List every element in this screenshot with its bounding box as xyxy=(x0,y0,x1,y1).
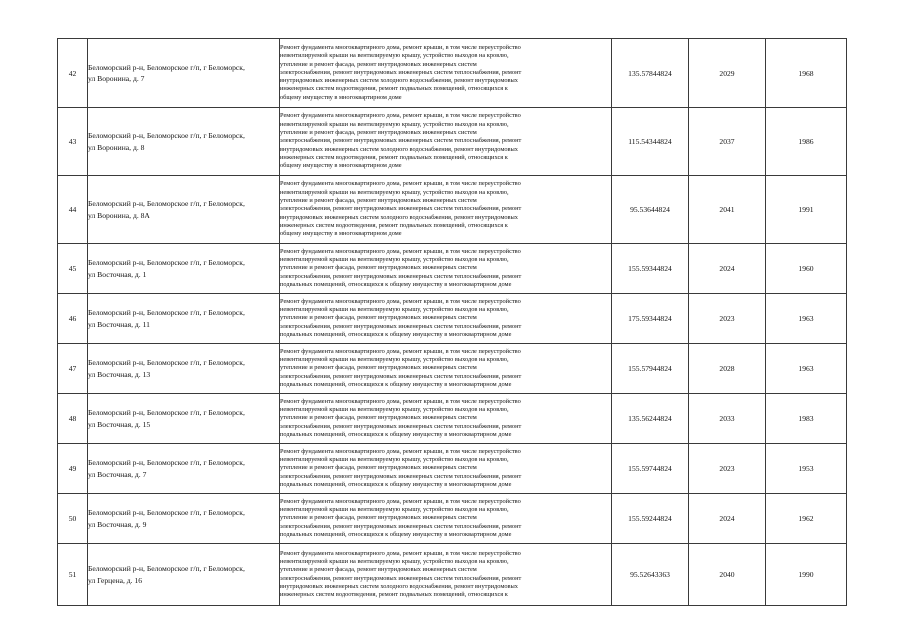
address-cell xyxy=(88,176,280,244)
cost-cell: 95.53644824 xyxy=(612,176,689,244)
address-text: Беломорский р-н, Беломорское г/п, г Беломорск, ул Восточная, д. 9 xyxy=(88,508,245,529)
address-cell xyxy=(88,444,280,494)
build-year-cell: 1991 xyxy=(766,176,847,244)
build-year-cell: 1953 xyxy=(766,444,847,494)
repair-year-cell: 2037 xyxy=(689,108,766,176)
address-cell xyxy=(88,244,280,294)
row-number: 48 xyxy=(58,394,88,444)
address-text: Беломорский р-н, Беломорское г/п, г Беломорск, ул Восточная, д. 7 xyxy=(88,458,245,479)
address-cell xyxy=(88,544,280,606)
row-number: 43 xyxy=(58,108,88,176)
works-cell: Ремонт фундамента многоквартирного дома, ремонт крыши, в том числе переустройство невентилируемой крыши на вентилируемую крышу, устройство выходов на кровлю, утепление и ремонт фасада, ремонт внутридомовых инженерных систем электроснабжения, ремонт внутридомовых инженерных систем теплоснабжения, ремонт внутридомовых инженерных систем холодного водоснабжения, ремонт внутридомовых инженерных систем водоотведения, ремонт подвальных помещений, относящихся к общему имуществу в многоквартирном доме xyxy=(280,108,612,176)
works-cell: Ремонт фундамента многоквартирного дома, ремонт крыши, в том числе переустройство невентилируемой крыши на вентилируемую крышу, устройство выходов на кровлю, утепление и ремонт фасада, ремонт внутридомовых инженерных систем электроснабжения, ремонт внутридомовых инженерных систем теплоснабжения, ремонт подвальных помещений, относящихся к общему имуществу в многоквартирном доме xyxy=(280,244,612,294)
address-cell xyxy=(88,344,280,394)
repair-year-cell: 2024 xyxy=(689,494,766,544)
cost-cell: 135.56244824 xyxy=(612,394,689,444)
repair-year-cell: 2028 xyxy=(689,344,766,394)
repair-year-cell: 2040 xyxy=(689,544,766,606)
row-number: 49 xyxy=(58,444,88,494)
build-year-cell: 1986 xyxy=(766,108,847,176)
cost-cell: 175.59344824 xyxy=(612,294,689,344)
repair-year-cell: 2041 xyxy=(689,176,766,244)
address-text: Беломорский р-н, Беломорское г/п, г Беломорск, ул Восточная, д. 15 xyxy=(88,408,245,429)
build-year-cell: 1960 xyxy=(766,244,847,294)
works-cell: Ремонт фундамента многоквартирного дома, ремонт крыши, в том числе переустройство невентилируемой крыши на вентилируемую крышу, устройство выходов на кровлю, утепление и ремонт фасада, ремонт внутридомовых инженерных систем электроснабжения, ремонт внутридомовых инженерных систем теплоснабжения, ремонт подвальных помещений, относящихся к общему имуществу в многоквартирном доме xyxy=(280,294,612,344)
works-cell: Ремонт фундамента многоквартирного дома, ремонт крыши, в том числе переустройство невентилируемой крыши на вентилируемую крышу, устройство выходов на кровлю, утепление и ремонт фасада, ремонт внутридомовых инженерных систем электроснабжения, ремонт внутридомовых инженерных систем теплоснабжения, ремонт подвальных помещений, относящихся к общему имуществу в многоквартирном доме xyxy=(280,344,612,394)
table-row xyxy=(58,344,847,394)
row-number: 45 xyxy=(58,244,88,294)
row-number: 44 xyxy=(58,176,88,244)
build-year-cell: 1968 xyxy=(766,39,847,108)
table-row xyxy=(58,39,847,108)
repair-year-cell: 2023 xyxy=(689,294,766,344)
address-cell xyxy=(88,108,280,176)
table-row xyxy=(58,176,847,244)
table-row xyxy=(58,108,847,176)
row-number: 51 xyxy=(58,544,88,606)
address-cell xyxy=(88,494,280,544)
works-cell: Ремонт фундамента многоквартирного дома, ремонт крыши, в том числе переустройство невентилируемой крыши на вентилируемую крышу, устройство выходов на кровлю, утепление и ремонт фасада, ремонт внутридомовых инженерных систем электроснабжения, ремонт внутридомовых инженерных систем теплоснабжения, ремонт внутридомовых инженерных систем холодного водоснабжения, ремонт внутридомовых инженерных систем водоотведения, ремонт подвальных помещений, относящихся к общему имуществу в многоквартирном доме xyxy=(280,39,612,108)
address-cell xyxy=(88,39,280,108)
cost-cell: 115.54344824 xyxy=(612,108,689,176)
repair-year-cell: 2029 xyxy=(689,39,766,108)
address-cell xyxy=(88,394,280,444)
row-number: 42 xyxy=(58,39,88,108)
row-number: 47 xyxy=(58,344,88,394)
cost-cell: 95.52643363 xyxy=(612,544,689,606)
cost-cell: 155.57944824 xyxy=(612,344,689,394)
address-text: Беломорский р-н, Беломорское г/п, г Беломорск, ул Воронина, д. 8 xyxy=(88,131,245,152)
works-cell: Ремонт фундамента многоквартирного дома, ремонт крыши, в том числе переустройство невентилируемой крыши на вентилируемую крышу, устройство выходов на кровлю, утепление и ремонт фасада, ремонт внутридомовых инженерных систем электроснабжения, ремонт внутридомовых инженерных систем теплоснабжения, ремонт подвальных помещений, относящихся к общему имуществу в многоквартирном доме xyxy=(280,394,612,444)
build-year-cell: 1963 xyxy=(766,344,847,394)
row-number: 50 xyxy=(58,494,88,544)
build-year-cell: 1962 xyxy=(766,494,847,544)
table-row xyxy=(58,394,847,444)
address-text: Беломорский р-н, Беломорское г/п, г Беломорск, ул Восточная, д. 1 xyxy=(88,258,245,279)
cost-cell: 155.59244824 xyxy=(612,494,689,544)
table-row xyxy=(58,294,847,344)
cost-cell: 135.57844824 xyxy=(612,39,689,108)
address-cell xyxy=(88,294,280,344)
address-text: Беломорский р-н, Беломорское г/п, г Беломорск, ул Воронина, д. 8А xyxy=(88,199,245,220)
build-year-cell: 1983 xyxy=(766,394,847,444)
works-cell: Ремонт фундамента многоквартирного дома, ремонт крыши, в том числе переустройство невентилируемой крыши на вентилируемую крышу, устройство выходов на кровлю, утепление и ремонт фасада, ремонт внутридомовых инженерных систем электроснабжения, ремонт внутридомовых инженерных систем теплоснабжения, ремонт подвальных помещений, относящихся к общему имуществу в многоквартирном доме xyxy=(280,444,612,494)
address-text: Беломорский р-н, Беломорское г/п, г Беломорск, ул Восточная, д. 13 xyxy=(88,358,245,379)
address-text: Беломорский р-н, Беломорское г/п, г Беломорск, ул Герцена, д. 16 xyxy=(88,564,245,585)
table-row xyxy=(58,244,847,294)
capital-repair-table xyxy=(57,38,847,606)
works-cell: Ремонт фундамента многоквартирного дома, ремонт крыши, в том числе переустройство невентилируемой крыши на вентилируемую крышу, устройство выходов на кровлю, утепление и ремонт фасада, ремонт внутридомовых инженерных систем электроснабжения, ремонт внутридомовых инженерных систем теплоснабжения, ремонт внутридомовых инженерных систем холодного водоснабжения, ремонт внутридомовых инженерных систем водоотведения, ремонт подвальных помещений, относящихся к общему имуществу в многоквартирном доме xyxy=(280,176,612,244)
works-cell: Ремонт фундамента многоквартирного дома, ремонт крыши, в том числе переустройство невентилируемой крыши на вентилируемую крышу, устройство выходов на кровлю, утепление и ремонт фасада, ремонт внутридомовых инженерных систем электроснабжения, ремонт внутридомовых инженерных систем теплоснабжения, ремонт подвальных помещений, относящихся к общему имуществу в многоквартирном доме xyxy=(280,494,612,544)
cost-cell: 155.59744824 xyxy=(612,444,689,494)
table-row xyxy=(58,494,847,544)
cost-cell: 155.59344824 xyxy=(612,244,689,294)
works-cell: Ремонт фундамента многоквартирного дома, ремонт крыши, в том числе переустройство невентилируемой крыши на вентилируемую крышу, устройство выходов на кровлю, утепление и ремонт фасада, ремонт внутридомовых инженерных систем электроснабжения, ремонт внутридомовых инженерных систем теплоснабжения, ремонт внутридомовых инженерных систем холодного водоснабжения, ремонт внутридомовых инженерных систем водоотведения, ремонт подвальных помещений, относящихся к xyxy=(280,544,612,606)
row-number: 46 xyxy=(58,294,88,344)
address-text: Беломорский р-н, Беломорское г/п, г Беломорск, ул Восточная, д. 11 xyxy=(88,308,245,329)
build-year-cell: 1963 xyxy=(766,294,847,344)
repair-year-cell: 2033 xyxy=(689,394,766,444)
repair-year-cell: 2023 xyxy=(689,444,766,494)
build-year-cell: 1990 xyxy=(766,544,847,606)
address-text: Беломорский р-н, Беломорское г/п, г Беломорск, ул Воронина, д. 7 xyxy=(88,62,245,83)
repair-year-cell: 2024 xyxy=(689,244,766,294)
table-row xyxy=(58,444,847,494)
table-row xyxy=(58,544,847,606)
